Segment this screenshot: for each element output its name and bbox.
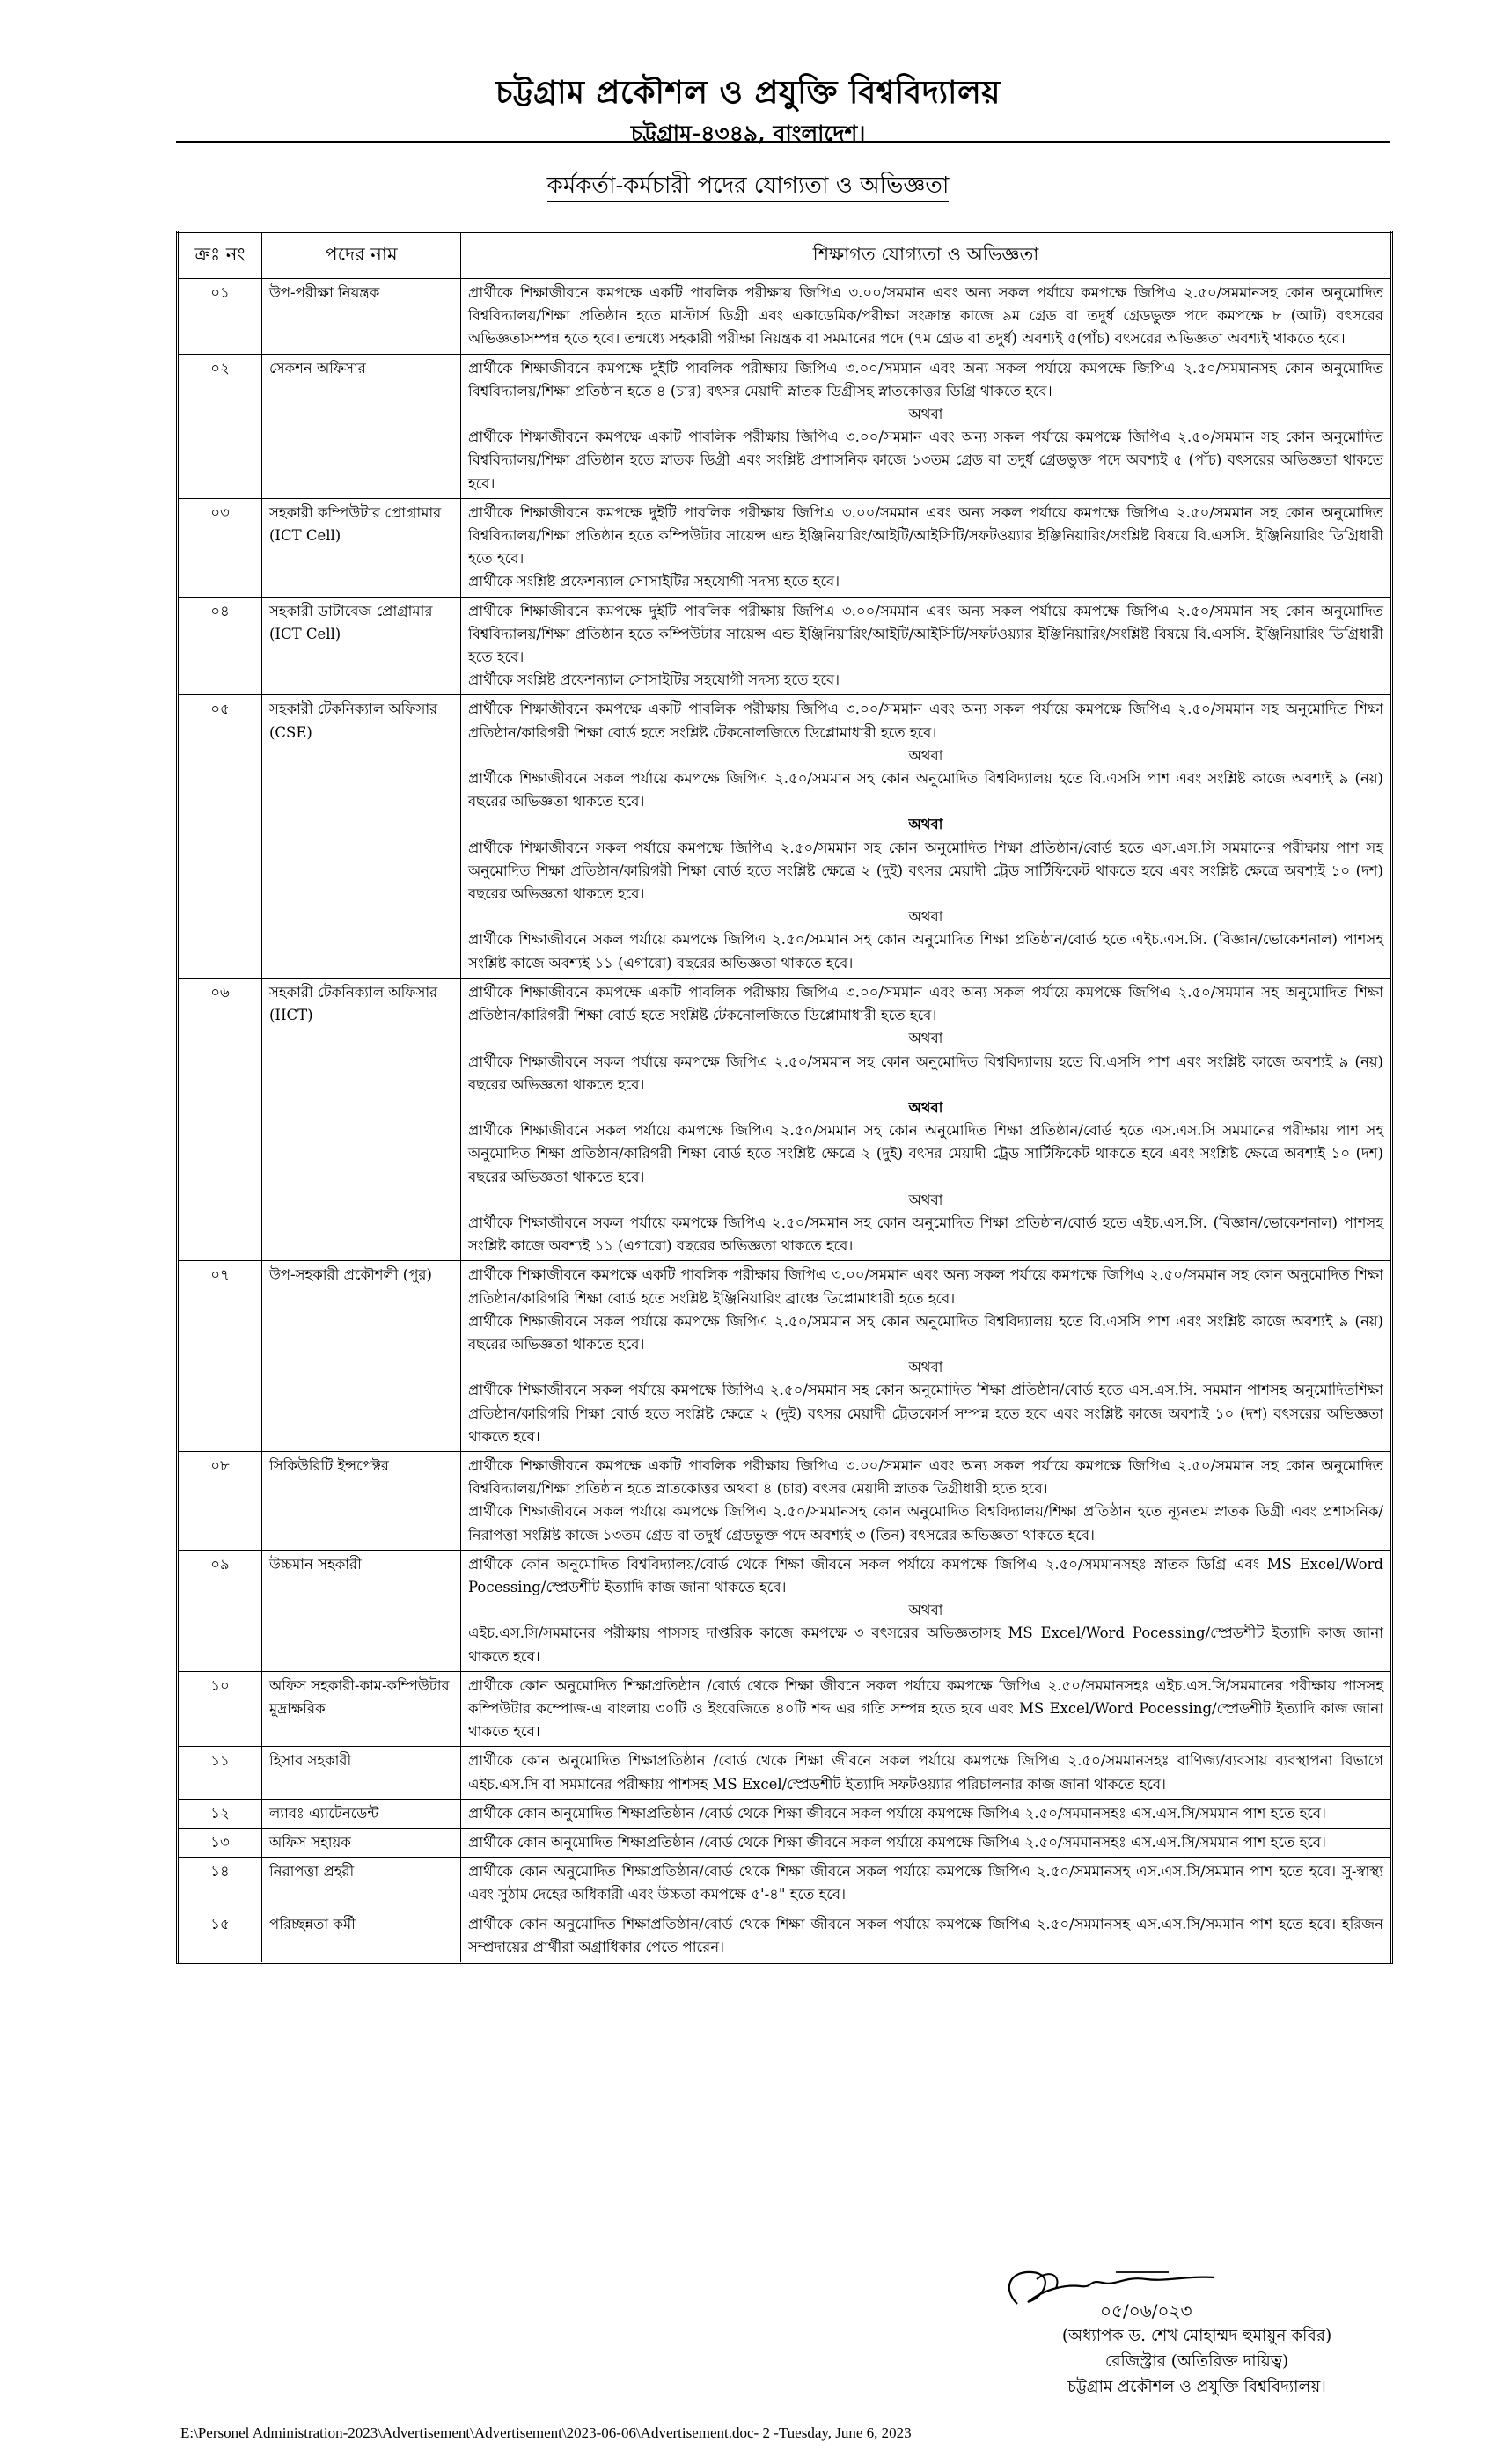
table-row <box>178 1261 1392 1452</box>
table-row <box>178 1747 1392 1799</box>
signatory-name: (অধ্যাপক ড. শেখ মোহাম্মদ হুমায়ুন কবির) <box>1061 2327 1332 2345</box>
qualification-paragraph: প্রার্থীকে শিক্ষাজীবনে সকল পর্যায়ে কমপক্ষে জিপিএ ২.৫০/সমমান সহ কোন অনুমোদিত শিক্ষা প্রতিষ্ঠান/বোর্ড হতে এইচ.এস.সি. (বিজ্ঞান/ভোকেশনাল) পাশসহ সংশ্লিষ্ট কাজে অবশ্যই ১১ (এগারো) বছরের অভিজ্ঞতা থাকতে হবে। <box>468 1214 1383 1255</box>
row-post-name: অফিস সহকারী-কাম-কম্পিউটার মুদ্রাক্ষরিক <box>262 1671 461 1747</box>
qualification-paragraph: প্রার্থীকে শিক্ষাজীবনে কমপক্ষে একটি পাবলিক পরীক্ষায় জিপিএ ৩.০০/সমমান এবং অন্য সকল পর্যায়ে কমপক্ষে জিপিএ ২.৫০/সমমান সহ কোন অনুমোদিত শিক্ষা প্রতিষ্ঠান/কারিগরি শিক্ষা বোর্ড হতে সংশ্লিষ্ট ইঞ্জিনিয়ারিং ব্রাঞ্চে ডিপ্লোমাধারী হতে হবে। <box>468 1266 1383 1307</box>
row-post-name: অফিস সহায়ক <box>262 1829 461 1858</box>
qualification-paragraph: প্রার্থীকে শিক্ষাজীবনে সকল পর্যায়ে কমপক্ষে জিপিএ ২.৫০/সমমান সহ কোন অনুমোদিত শিক্ষা প্রতিষ্ঠান/বোর্ড হতে এস.এস.সি সমমানের পরীক্ষায় পাশ সহ অনুমোদিত শিক্ষা প্রতিষ্ঠান/কারিগরী শিক্ষা বোর্ড হতে সংশ্লিষ্ট ক্ষেত্রে ২ (দুই) বৎসর মেয়াদী ট্রেড সার্টিফিকেট থাকতে হবে এবং সংশ্লিষ্ট ক্ষেত্রে অবশ্যই ১০ (দশ) বছরের অভিজ্ঞতা থাকতে হবে। <box>468 1122 1383 1185</box>
qualification-paragraph: প্রার্থীকে শিক্ষাজীবনে সকল পর্যায়ে কমপক্ষে জিপিএ ২.৫০/সমমান সহ কোন অনুমোদিত বিশ্ববিদ্যালয় হতে বি.এসসি পাশ এবং সংশ্লিষ্ট কাজে অবশ্যই ৯ (নয়) বছরের অভিজ্ঞতা থাকতে হবে। <box>468 770 1383 810</box>
row-qualification <box>461 1858 1392 1910</box>
row-serial: ১১ <box>178 1747 262 1799</box>
or-separator: অথবা <box>908 1030 943 1047</box>
table-row <box>178 1451 1392 1550</box>
row-post-name: সেকশন অফিসার <box>262 354 461 498</box>
signatory-institution: চট্টগ্রাম প্রকৌশল ও প্রযুক্তি বিশ্ববিদ্যালয়। <box>1067 2378 1326 2396</box>
document-title <box>0 167 1496 206</box>
row-qualification <box>461 1910 1392 1962</box>
row-qualification <box>461 695 1392 978</box>
or-separator: অথবা <box>908 1191 943 1208</box>
qualification-paragraph: প্রার্থীকে শিক্ষাজীবনে সকল পর্যায়ে কমপক্ষে জিপিএ ২.৫০/সমমান সহ কোন অনুমোদিত শিক্ষা প্রতিষ্ঠান/বোর্ড হতে এইচ.এস.সি. (বিজ্ঞান/ভোকেশনাল) পাশসহ সংশ্লিষ্ট কাজে অবশ্যই ১১ (এগারো) বছরের অভিজ্ঞতা থাকতে হবে। <box>468 931 1383 972</box>
header-qualification: শিক্ষাগত যোগ্যতা ও অভিজ্ঞতা <box>461 232 1392 279</box>
row-post-name: উপ-পরীক্ষা নিয়ন্ত্রক <box>262 279 461 355</box>
table-row <box>178 1858 1392 1910</box>
qualification-paragraph: প্রার্থীকে কোন অনুমোদিত বিশ্ববিদ্যালয়/বোর্ড থেকে শিক্ষা জীবনে সকল পর্যায়ে কমপক্ষে জিপিএ ২.৫০/সমমানসহঃ স্নাতক ডিগ্রি এবং MS Excel/Word Pocessing/স্প্রেডশীট ইত্যাদি কাজ জানা থাকতে হবে। <box>468 1555 1383 1595</box>
qualification-paragraph: প্রার্থীকে শিক্ষাজীবনে কমপক্ষে একটি পাবলিক পরীক্ষায় জিপিএ ৩.০০/সমমান এবং অন্য সকল পর্যায়ে কমপক্ষে জিপিএ ২.৫০/সমমান সহ কোন অনুমোদিত বিশ্ববিদ্যালয়/শিক্ষা প্রতিষ্ঠান হতে স্নাতকোত্তর অথবা ৪ (চার) বৎসর মেয়াদী স্নাতক ডিগ্রীধারী হতে হবে। <box>468 1456 1383 1498</box>
signature-block <box>1003 2323 1390 2400</box>
table-row <box>178 279 1392 355</box>
table-header-row <box>178 232 1392 279</box>
qualification-paragraph: প্রার্থীকে শিক্ষাজীবনে কমপক্ষে একটি পাবলিক পরীক্ষায় জিপিএ ৩.০০/সমমান এবং অন্য সকল পর্যায়ে কমপক্ষে জিপিএ ২.৫০/সমমান সহ অনুমোদিত শিক্ষা প্রতিষ্ঠান/কারিগরী শিক্ষা বোর্ড হতে সংশ্লিষ্ট টেকনোলজিতে ডিপ্লোমাধারী হতে হবে। <box>468 983 1383 1024</box>
qualification-paragraph: প্রার্থীকে শিক্ষাজীবনে কমপক্ষে দুইটি পাবলিক পরীক্ষায় জিপিএ ৩.০০/সমমান এবং অন্য সকল পর্যায়ে কমপক্ষে জিপিএ ২.৫০/সমমান সহ কোন অনুমোদিত বিশ্ববিদ্যালয়/শিক্ষা প্রতিষ্ঠান হতে কম্পিউটার সায়েন্স এন্ড ইঞ্জিনিয়ারিং/আইটি/আইসিটি/সফটওয়্যার ইঞ্জিনিয়ারিং/সংশ্লিষ্ট বিষয়ে বি.এসসি. ইঞ্জিনিয়ারিং ডিগ্রিধারী হতে হবে। <box>468 503 1383 568</box>
row-serial: ০৬ <box>178 978 262 1260</box>
qualification-paragraph: প্রার্থীকে শিক্ষাজীবনে কমপক্ষে দুইটি পাবলিক পরীক্ষায় জিপিএ ৩.০০/সমমান এবং অন্য সকল পর্যায়ে কমপক্ষে জিপিএ ২.৫০/সমমানসহ কোন অনুমোদিত বিশ্ববিদ্যালয়/শিক্ষা প্রতিষ্ঠান হতে ৪ (চার) বৎসর মেয়াদী স্নাতক ডিগ্রীসহ স্নাতকোত্তর ডিগ্রি থাকতে হবে। <box>468 359 1383 400</box>
table-row <box>178 1910 1392 1962</box>
table-row <box>178 597 1392 695</box>
qualification-paragraph: প্রার্থীকে শিক্ষাজীবনে সকল পর্যায়ে কমপক্ষে জিপিএ ২.৫০/সমমান সহ কোন অনুমোদিত শিক্ষা প্রতিষ্ঠান/বোর্ড হতে এস.এস.সি সমমানের পরীক্ষায় পাশ সহ অনুমোদিত শিক্ষা প্রতিষ্ঠান/কারিগরী শিক্ষা বোর্ড হতে সংশ্লিষ্ট ক্ষেত্রে ২ (দুই) বৎসর মেয়াদী ট্রেড সার্টিফিকেট থাকতে হবে এবং সংশ্লিষ্ট ক্ষেত্রে অবশ্যই ১০ (দশ) বছরের অভিজ্ঞতা থাকতে হবে। <box>468 839 1383 903</box>
or-separator: অথবা <box>908 1602 943 1619</box>
row-qualification <box>461 597 1392 695</box>
row-serial: ০৫ <box>178 695 262 978</box>
or-separator: অথবা <box>908 816 943 833</box>
row-serial: ০৯ <box>178 1550 262 1671</box>
table-row <box>178 695 1392 978</box>
row-qualification <box>461 1451 1392 1550</box>
row-qualification <box>461 1747 1392 1799</box>
qualification-paragraph: প্রার্থীকে কোন অনুমোদিত শিক্ষাপ্রতিষ্ঠান/বোর্ড থেকে শিক্ষা জীবনে সকল পর্যায়ে কমপক্ষে জিপিএ ২.৫০/সমমানসহ এস.এস.সি/সমমান পাশ হতে হবে। হরিজন সম্প্রদায়ের প্রার্থীরা অগ্রাধিকার পেতে পারেন। <box>468 1915 1383 1955</box>
row-qualification <box>461 1799 1392 1828</box>
or-separator: অথবা <box>908 406 943 423</box>
row-serial: ০৭ <box>178 1261 262 1452</box>
or-separator: অথবা <box>908 1098 943 1116</box>
qualification-paragraph: প্রার্থীকে শিক্ষাজীবনে কমপক্ষে একটি পাবলিক পরীক্ষায় জিপিএ ৩.০০/সমমান এবং অন্য সকল পর্যায়ে কমপক্ষে জিপিএ ২.৫০/সমমান সহ অনুমোদিত শিক্ষা প্রতিষ্ঠান/কারিগরী শিক্ষা বোর্ড হতে সংশ্লিষ্ট টেকনোলজিতে ডিপ্লোমাধারী হতে হবে। <box>468 700 1383 741</box>
row-post-name: উপ-সহকারী প্রকৌশলী (পুর) <box>262 1261 461 1452</box>
row-serial: ১৪ <box>178 1858 262 1910</box>
table-row <box>178 354 1392 498</box>
signatory-designation: রেজিস্ট্রার (অতিরিক্ত দায়িত্ব) <box>1104 2352 1289 2371</box>
qualification-paragraph: প্রার্থীকে কোন অনুমোদিত শিক্ষাপ্রতিষ্ঠান /বোর্ড থেকে শিক্ষা জীবনে সকল পর্যায়ে কমপক্ষে জিপিএ ২.৫০/সমমানসহঃ এইচ.এস.সি/সমমানের পরীক্ষায় পাসসহ কম্পিউটার কম্পোজ-এ বাংলায় ৩০টি ও ইংরেজিতে ৪০টি শব্দ এর গতি সম্পন্ন হতে হবে এবং MS Excel/Word Pocessing/স্প্রেডশীট ইত্যাদি কাজ জানা থাকতে হবে। <box>468 1676 1383 1741</box>
qualification-paragraph: প্রার্থীকে শিক্ষাজীবনে সকল পর্যায়ে কমপক্ষে জিপিএ ২.৫০/সমমান সহ কোন অনুমোদিত বিশ্ববিদ্যালয় হতে বি.এসসি পাশ এবং সংশ্লিষ্ট কাজে অবশ্যই ৯ (নয়) বছরের অভিজ্ঞতা থাকতে হবে। <box>468 1312 1383 1353</box>
row-serial: ১৫ <box>178 1910 262 1962</box>
qualification-paragraph: প্রার্থীকে কোন অনুমোদিত শিক্ষাপ্রতিষ্ঠান /বোর্ড থেকে শিক্ষা জীবনে সকল পর্যায়ে কমপক্ষে জিপিএ ২.৫০/সমমানসহঃ এস.এস.সি/সমমান পাশ হতে হবে। <box>468 1804 1326 1822</box>
table-row <box>178 1829 1392 1858</box>
row-qualification <box>461 1671 1392 1747</box>
or-separator: অথবা <box>908 746 943 764</box>
row-serial: ১২ <box>178 1799 262 1828</box>
header-serial: ক্রঃ নং <box>178 232 262 279</box>
row-qualification <box>461 279 1392 355</box>
or-separator: অথবা <box>908 908 943 926</box>
row-post-name: সহকারী টেকনিক্যাল অফিসার (CSE) <box>262 695 461 978</box>
or-separator: অথবা <box>908 1359 943 1376</box>
table-row <box>178 498 1392 597</box>
row-post-name: সহকারী ডাটাবেজ প্রোগ্রামার (ICT Cell) <box>262 597 461 695</box>
row-post-name: সহকারী কম্পিউটার প্রোগ্রামার (ICT Cell) <box>262 498 461 597</box>
qualification-table <box>176 231 1393 1964</box>
row-serial: ০২ <box>178 354 262 498</box>
row-qualification <box>461 498 1392 597</box>
qualification-paragraph: প্রার্থীকে শিক্ষাজীবনে সকল পর্যায়ে কমপক্ষে জিপিএ ২.৫০/সমমান সহ কোন অনুমোদিত বিশ্ববিদ্যালয় হতে বি.এসসি পাশ এবং সংশ্লিষ্ট কাজে অবশ্যই ৯ (নয়) বছরের অভিজ্ঞতা থাকতে হবে। <box>468 1052 1383 1093</box>
qualification-paragraph: প্রার্থীকে কোন অনুমোদিত শিক্ষাপ্রতিষ্ঠান /বোর্ড থেকে শিক্ষা জীবনে সকল পর্যায়ে কমপক্ষে জিপিএ ২.৫০/সমমানসহঃ এস.এস.সি/সমমান পাশ হতে হবে। <box>468 1834 1326 1851</box>
table-row <box>178 978 1392 1260</box>
qualification-paragraph: প্রার্থীকে শিক্ষাজীবনে কমপক্ষে দুইটি পাবলিক পরীক্ষায় জিপিএ ৩.০০/সমমান এবং অন্য সকল পর্যায়ে কমপক্ষে জিপিএ ২.৫০/সমমান সহ কোন অনুমোদিত বিশ্ববিদ্যালয়/শিক্ষা প্রতিষ্ঠান হতে কম্পিউটার সায়েন্স এন্ড ইঞ্জিনিয়ারিং/আইটি/আইসিটি/সফটওয়্যার ইঞ্জিনিয়ারিং/সংশ্লিষ্ট বিষয়ে বি.এসসি. ইঞ্জিনিয়ারিং ডিগ্রিধারী হতে হবে। <box>468 602 1383 666</box>
row-serial: ০৪ <box>178 597 262 695</box>
header-post-name: পদের নাম <box>262 232 461 279</box>
row-post-name: সহকারী টেকনিক্যাল অফিসার (IICT) <box>262 978 461 1260</box>
row-qualification <box>461 978 1392 1260</box>
qualification-paragraph: প্রার্থীকে শিক্ষাজীবনে কমপক্ষে একটি পাবলিক পরীক্ষায় জিপিএ ৩.০০/সমমান এবং অন্য সকল পর্যায়ে কমপক্ষে জিপিএ ২.৫০/সমমানসহ কোন অনুমোদিত বিশ্ববিদ্যালয়/শিক্ষা প্রতিষ্ঠান হতে মাস্টার্স ডিগ্রী এবং একাডেমিক/পরীক্ষা সংক্রান্ত কাজে ৯ম গ্রেড বা তদুর্ধ গ্রেডভুক্ত পদে কমপক্ষে ৮ (আট) বৎসরের অভিজ্ঞতাসম্পন্ন হতে হবে। তন্মধ্যে সহকারী পরীক্ষা নিয়ন্ত্রক বা সমমানের পদে (৭ম গ্রেড বা তদুর্ধ) অবশ্যই ৫(পাঁচ) বৎসরের অভিজ্ঞতা অবশ্যই থাকতে হবে। <box>468 284 1383 348</box>
row-serial: ১৩ <box>178 1829 262 1858</box>
row-post-name: ল্যাবঃ এ্যাটেনডেন্ট <box>262 1799 461 1828</box>
qualification-paragraph: প্রার্থীকে সংশ্লিষ্ট প্রফেশন্যাল সোসাইটির সহযোগী সদস্য হতে হবে। <box>468 573 840 590</box>
footer-filepath: E:\Personel Administration-2023\Advertisement\Advertisement\2023-06-06\Advertisement.doc- 2 -Tuesday, June 6, 2023 <box>180 2424 912 2441</box>
university-address: চট্টগ্রাম-৪৩৪৯, বাংলাদেশ। <box>630 121 866 146</box>
row-qualification <box>461 1550 1392 1671</box>
row-serial: ১০ <box>178 1671 262 1747</box>
qualification-paragraph: প্রার্থীকে কোন অনুমোদিত শিক্ষাপ্রতিষ্ঠান /বোর্ড থেকে শিক্ষা জীবনে সকল পর্যায়ে কমপক্ষে জিপিএ ২.৫০/সমমানসহঃ বাণিজ্য/ব্যবসায় ব্যবস্থাপনা বিভাগে এইচ.এস.সি বা সমমানের পরীক্ষায় পাশসহ MS Excel/স্প্রেডশীট ইত্যাদি সফটওয়্যার পরিচালনার কাজ জানা থাকতে হবে। <box>468 1752 1383 1793</box>
row-qualification <box>461 1829 1392 1858</box>
row-qualification <box>461 354 1392 498</box>
university-name: চট্টগ্রাম প্রকৌশল ও প্রযুক্তি বিশ্ববিদ্যালয় <box>495 74 1001 111</box>
qualification-paragraph: এইচ.এস.সি/সমমানের পরীক্ষায় পাসসহ দাপ্তরিক কাজে কমপক্ষে ৩ বৎসরের অভিজ্ঞতাসহ MS Excel/Word Pocessing/স্প্রেডশীট ইত্যাদি কাজ জানা থাকতে হবে। <box>468 1624 1383 1665</box>
qualification-paragraph: প্রার্থীকে শিক্ষাজীবনে সকল পর্যায়ে কমপক্ষে জিপিএ ২.৫০/সমমান সহ কোন অনুমোদিত শিক্ষা প্রতিষ্ঠান/বোর্ড হতে এস.এস.সি. সমমান পাশসহ অনুমোদিতশিক্ষা প্রতিষ্ঠান/কারিগরি শিক্ষা বোর্ড হতে সংশ্লিষ্ট ক্ষেত্রে ২ (দুই) বৎসর মেয়াদী ট্রেডকোর্স সম্পন্ন হতে হবে এবং সংশ্লিষ্ট কাজে অবশ্যই ১০ (দশ) বৎসরের অভিজ্ঞতা থাকতে হবে। <box>468 1382 1383 1445</box>
row-post-name: সিকিউরিটি ইন্সপেক্টর <box>262 1451 461 1550</box>
document-title-text: কর্মকর্তা-কর্মচারী পদের যোগ্যতা ও অভিজ্ঞতা <box>547 172 950 202</box>
table-row <box>178 1799 1392 1828</box>
qualification-paragraph: প্রার্থীকে কোন অনুমোদিত শিক্ষাপ্রতিষ্ঠান/বোর্ড থেকে শিক্ষা জীবনে সকল পর্যায়ে কমপক্ষে জিপিএ ২.৫০/সমমানসহ এস.এস.সি/সমমান পাশ হতে হবে। সু-স্বাস্থ্য এবং সুঠাম দেহের অধিকারী এবং উচ্চতা কমপক্ষে ৫'-৪" হতে হবে। <box>468 1863 1383 1903</box>
table-row <box>178 1550 1392 1671</box>
qualification-paragraph: প্রার্থীকে সংশ্লিষ্ট প্রফেশন্যাল সোসাইটির সহযোগী সদস্য হতে হবে। <box>468 671 840 689</box>
table-body <box>178 279 1392 1963</box>
row-post-name: নিরাপত্তা প্রহরী <box>262 1858 461 1910</box>
row-post-name: উচ্চমান সহকারী <box>262 1550 461 1671</box>
table-row <box>178 1671 1392 1747</box>
header-divider <box>176 141 1390 143</box>
row-post-name: পরিচ্ছন্নতা কর্মী <box>262 1910 461 1962</box>
qualification-paragraph: প্রার্থীকে শিক্ষাজীবনে সকল পর্যায়ে কমপক্ষে জিপিএ ২.৫০/সমমানসহ কোন অনুমোদিত বিশ্ববিদ্যালয়/শিক্ষা প্রতিষ্ঠান হতে ন্যূনতম স্নাতক ডিগ্রী এবং প্রশাসনিক/নিরাপত্তা সংশ্লিষ্ট কাজে ১৩তম গ্রেড বা তদুর্ধ গ্রেডভুক্ত পদে অবশ্যই ৩ (তিন) বৎসরের অভিজ্ঞতা থাকতে হবে। <box>468 1503 1383 1544</box>
signature-date: ০৫/০৬/০২৩ <box>1100 2300 1192 2321</box>
row-serial: ০১ <box>178 279 262 355</box>
row-post-name: হিসাব সহকারী <box>262 1747 461 1799</box>
row-serial: ০৩ <box>178 498 262 597</box>
row-qualification <box>461 1261 1392 1452</box>
row-serial: ০৮ <box>178 1451 262 1550</box>
qualification-paragraph: প্রার্থীকে শিক্ষাজীবনে কমপক্ষে একটি পাবলিক পরীক্ষায় জিপিএ ৩.০০/সমমান এবং অন্য সকল পর্যায়ে কমপক্ষে জিপিএ ২.৫০/সমমান সহ কোন অনুমোদিত বিশ্ববিদ্যালয়/শিক্ষা প্রতিষ্ঠান হতে স্নাতক ডিগ্রী এবং সংশ্লিষ্ট প্রশাসনিক কাজে ১৩তম গ্রেড বা তদুর্ধ গ্রেডভুক্ত পদে অবশ্যই ৫ (পাঁচ) বৎসরের অভিজ্ঞতা থাকতে হবে। <box>468 429 1383 492</box>
